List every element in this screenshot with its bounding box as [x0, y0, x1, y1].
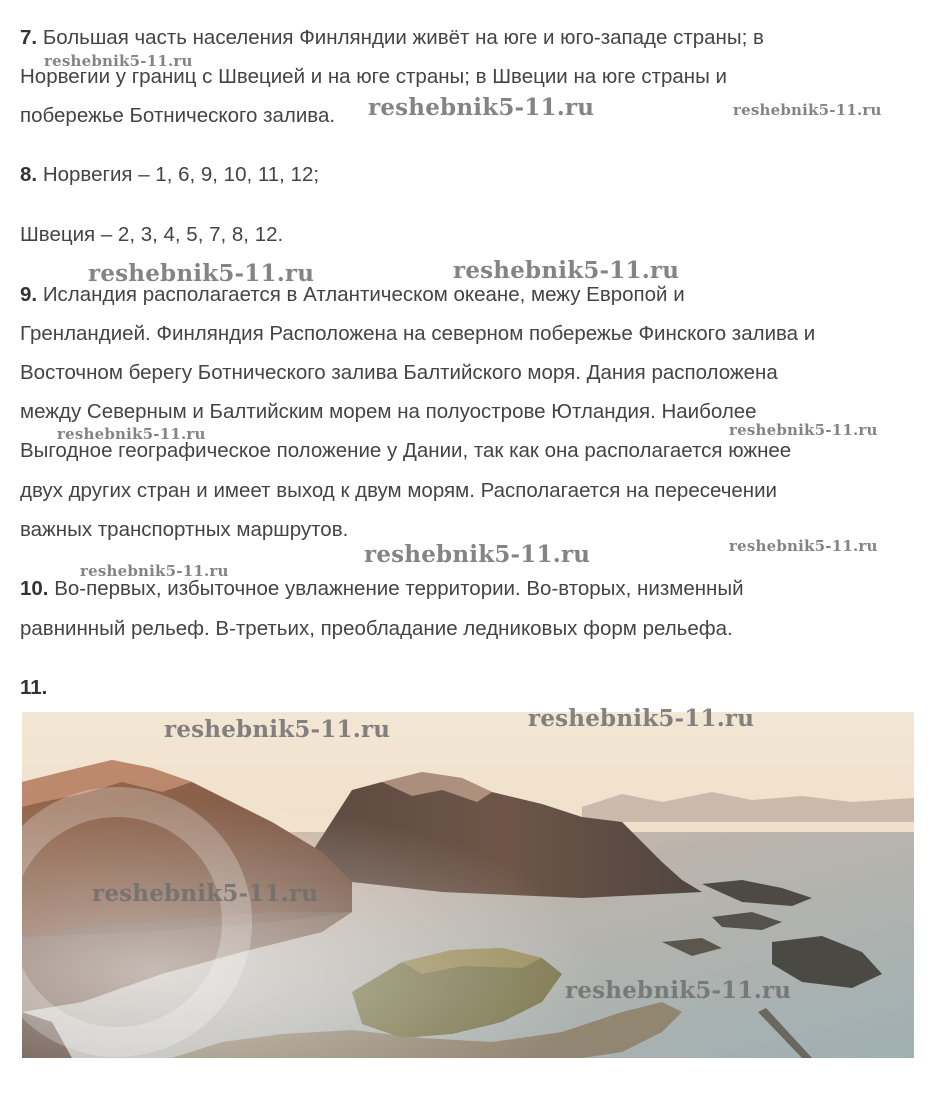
answer-9-line-6: [20, 471, 777, 510]
answer-11-line-1: [20, 668, 47, 707]
answer-7-line-3: [20, 96, 335, 135]
watermark-logo: reshebnik5-11.ru: [729, 421, 878, 439]
watermark-logo: reshebnik5-11.ru: [729, 537, 878, 555]
answer-7-text-1: Большая часть населения Финляндии живёт на юге и юго-западе страны; в: [42, 26, 764, 49]
answer-10-number: 10.: [20, 577, 49, 600]
answer-8-text-2: Швеция – 2, 3, 4, 5, 7, 8, 12.: [20, 223, 284, 246]
answer-7-number: 7.: [20, 26, 38, 49]
watermark-logo: reshebnik5-11.ru: [528, 705, 755, 732]
answer-9-line-7: [20, 510, 348, 549]
answer-8-text-1: Норвегия – 1, 6, 9, 10, 11, 12;: [42, 163, 320, 186]
answer-7-text-2: Норвегии у границ с Швецией и на юге страны; в Швеции на юге страны и: [20, 65, 727, 88]
answer-9-line-3: [20, 353, 778, 392]
watermark-logo: reshebnik5-11.ru: [164, 716, 391, 743]
answer-10-text-2: равнинный рельеф. В-третьих, преобладание ледниковых форм рельефа.: [20, 617, 733, 640]
answer-9-text-7: важных транспортных маршрутов.: [20, 518, 349, 541]
watermark-logo: reshebnik5-11.ru: [88, 260, 315, 287]
answer-9-line-2: [20, 314, 815, 353]
answer-10-line-2: [20, 609, 733, 648]
answer-10-text-1: Во-первых, избыточное увлажнение территории. Во-вторых, низменный: [54, 577, 744, 600]
watermark-logo: reshebnik5-11.ru: [80, 562, 229, 580]
answer-8-line-2: [20, 215, 283, 254]
answer-9-text-2: Гренландией. Финляндия Расположена на северном побережье Финского залива и: [20, 322, 816, 345]
watermark-logo: reshebnik5-11.ru: [364, 541, 591, 568]
watermark-logo: reshebnik5-11.ru: [368, 94, 595, 121]
watermark-logo: reshebnik5-11.ru: [565, 977, 792, 1004]
answer-9-text-6: двух других стран и имеет выход к двум морям. Располагается на пересечении: [20, 479, 777, 502]
watermark-logo: reshebnik5-11.ru: [453, 257, 680, 284]
watermark-logo: reshebnik5-11.ru: [733, 101, 882, 119]
answer-8-number: 8.: [20, 163, 38, 186]
watermark-logo: reshebnik5-11.ru: [44, 52, 193, 70]
answer-7-text-3: побережье Ботнического залива.: [20, 104, 336, 127]
answer-9-text-4: между Северным и Балтийским морем на полуострове Ютландия. Наиболее: [20, 400, 757, 423]
answer-8-line-1: [20, 155, 319, 194]
answer-9-text-1: Исландия располагается в Атлантическом океане, межу Европой и: [42, 283, 685, 306]
watermark-logo: reshebnik5-11.ru: [92, 880, 319, 907]
answer-9-number: 9.: [20, 283, 38, 306]
watermark-logo: reshebnik5-11.ru: [57, 425, 206, 443]
answer-9-text-5: Выгодное географическое положение у Дании, так как она располагается южнее: [20, 439, 792, 462]
answer-9-text-3: Восточном берегу Ботнического залива Балтийского моря. Дания расположена: [20, 361, 778, 384]
answer-11-number: 11.: [20, 676, 48, 699]
